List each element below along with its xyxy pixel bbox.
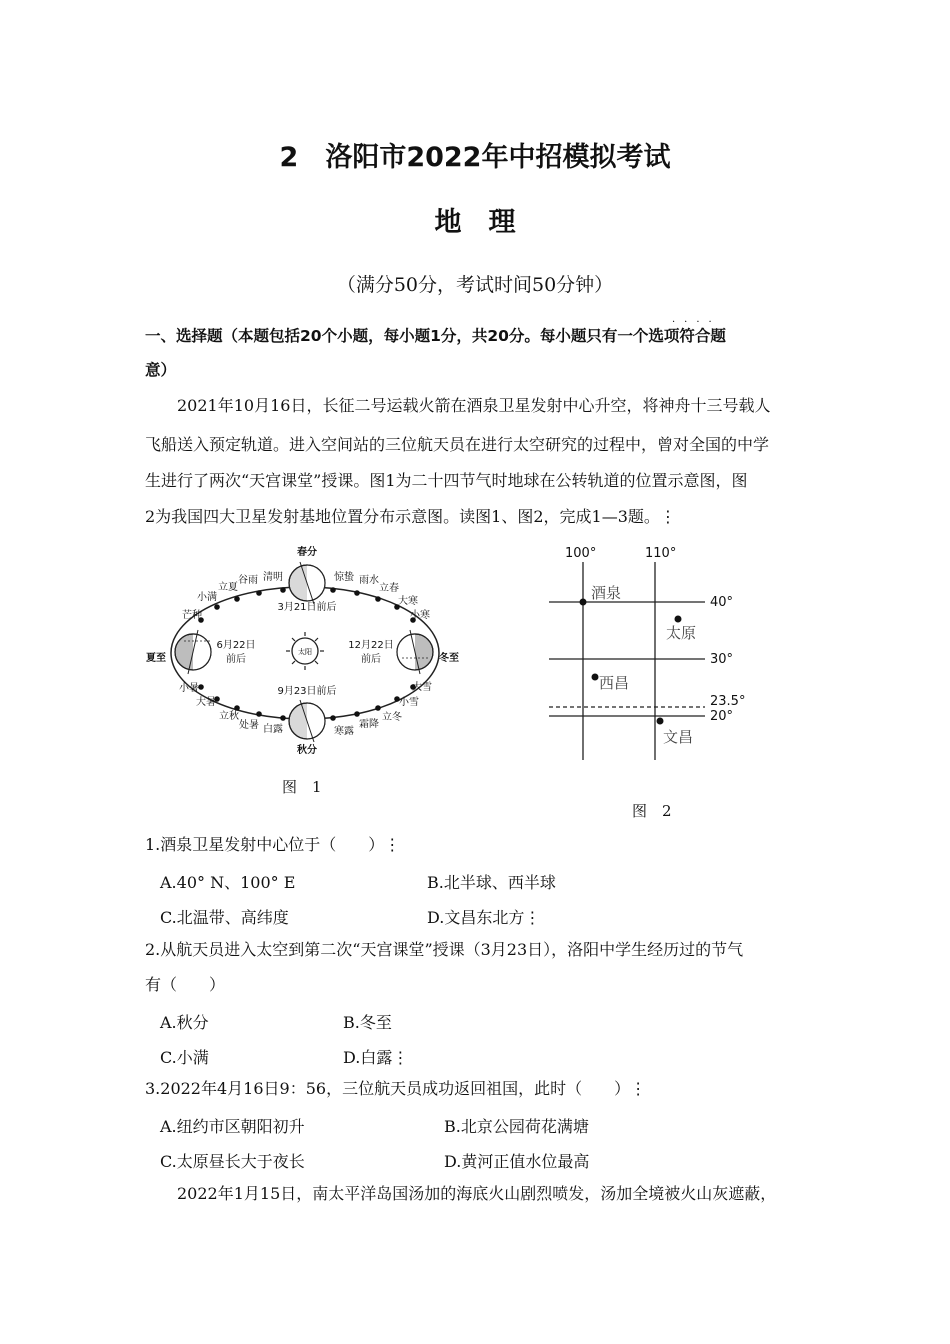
- question-1-stem: 1.酒泉卫星发射中心位于（ ）⋮: [145, 835, 401, 854]
- term-label: 小满: [197, 592, 217, 603]
- term-label: 霜降: [359, 719, 379, 730]
- place-label: 太原: [666, 624, 697, 642]
- summer-label: 夏至: [146, 653, 166, 664]
- term-label: 立春: [379, 583, 399, 594]
- term-label: 立秋: [219, 711, 239, 722]
- term-label: 立夏: [218, 582, 238, 593]
- term-label: 大雪: [412, 682, 432, 693]
- question-2-stem-cont: 有（ ）: [145, 975, 226, 994]
- figure-1-orbit-diagram: [140, 538, 480, 768]
- passage-2-line: 2022年1月15日，南太平洋岛国汤加的海底火山剧烈喷发，汤加全境被火山灰遮蔽，: [177, 1184, 777, 1203]
- winter-date-a: 12月22日: [348, 640, 394, 651]
- lat-label: 40°: [710, 595, 734, 610]
- term-label: 雨水: [359, 575, 379, 586]
- figure-2-caption: 图 2: [632, 802, 672, 820]
- lat-label: 20°: [710, 709, 734, 724]
- lat-label: 23.5°: [710, 694, 746, 709]
- term-label: 惊蛰: [334, 572, 354, 583]
- taiyuan-dot: [675, 616, 682, 623]
- q2-option-d: D.白露⋮: [343, 1048, 409, 1067]
- term-label: 大暑: [196, 697, 216, 708]
- wenchang-dot: [657, 718, 664, 725]
- winter-date-b: 前后: [361, 654, 381, 665]
- section-heading: 一、选择题（本题包括20个小题，每小题1分，共20分。每小题只有一个选项符合题: [145, 327, 726, 345]
- term-label: 小寒: [410, 610, 430, 621]
- autumn-label: 秋分: [297, 745, 317, 756]
- term-label: 清明: [263, 572, 283, 583]
- sun-label: 太阳: [298, 648, 312, 656]
- place-label: 文昌: [663, 728, 694, 746]
- q3-option-d: D.黄河正值水位最高: [444, 1152, 590, 1171]
- summer-date-b: 前后: [226, 654, 246, 665]
- q3-option-c: C.太原昼长大于夜长: [160, 1152, 305, 1171]
- q1-option-b: B.北半球、西半球: [427, 873, 556, 892]
- passage-line: 生进行了两次“天宫课堂”授课。图1为二十四节气时地球在公转轨道的位置示意图，图: [145, 471, 748, 490]
- term-label: 白露: [263, 724, 283, 735]
- q2-option-b: B.冬至: [343, 1013, 392, 1032]
- q1-option-d: D.文昌东北方⋮: [427, 908, 541, 927]
- place-label: 酒泉: [591, 584, 622, 602]
- q1-option-a: A.40° N、100° E: [160, 873, 296, 892]
- figure-1-caption: 图 1: [282, 778, 322, 796]
- winter-label: 冬至: [439, 653, 459, 664]
- earth-spring: [289, 562, 325, 604]
- term-label: 大寒: [398, 596, 418, 607]
- earth-autumn: [289, 700, 325, 742]
- question-2-stem: 2.从航天员进入太空到第二次“天宫课堂”授课（3月23日），洛阳中学生经历过的节气: [145, 940, 744, 959]
- term-label: 立冬: [382, 712, 402, 723]
- lat-label: 30°: [710, 652, 734, 667]
- spring-date: 3月21日前后: [277, 602, 337, 613]
- passage-line: 飞船送入预定轨道。进入空间站的三位航天员在进行太空研究的过程中，曾对全国的中学: [145, 435, 770, 454]
- xichang-dot: [592, 674, 599, 681]
- emphasis-dots: ····: [672, 317, 721, 328]
- passage-line: 2021年10月16日，长征二号运载火箭在酒泉卫星发射中心升空，将神舟十三号载人: [177, 396, 771, 415]
- term-label: 处暑: [239, 720, 259, 731]
- q1-option-c: C.北温带、高纬度: [160, 908, 289, 927]
- exam-title: 2 洛阳市2022年中招模拟考试: [279, 142, 671, 173]
- term-label: 谷雨: [238, 575, 258, 586]
- q2-option-c: C.小满: [160, 1048, 209, 1067]
- spring-label: 春分: [297, 547, 317, 558]
- term-label: 寒露: [334, 726, 354, 737]
- subject-title: 地 理: [434, 207, 516, 238]
- term-label: 芒种: [182, 610, 202, 621]
- lon-label: 100°: [565, 546, 597, 561]
- q3-option-b: B.北京公园荷花满塘: [444, 1117, 589, 1136]
- earth-summer: [175, 630, 211, 674]
- figure-2-map: [545, 540, 775, 765]
- question-3-stem: 3.2022年4月16日9：56，三位航天员成功返回祖国，此时（ ）⋮: [145, 1079, 647, 1098]
- section-heading-cont: 意）: [145, 361, 177, 379]
- summer-date-a: 6月22日: [216, 640, 256, 651]
- place-label: 西昌: [599, 674, 630, 692]
- jiuquan-dot: [580, 599, 587, 606]
- exam-note: （满分50分，考试时间50分钟）: [336, 274, 614, 296]
- sun-icon: [286, 632, 324, 670]
- earth-winter: [397, 630, 433, 674]
- lon-label: 110°: [645, 546, 677, 561]
- term-label: 小雪: [399, 697, 419, 708]
- q3-option-a: A.纽约市区朝阳初升: [160, 1117, 305, 1136]
- passage-line: 2为我国四大卫星发射基地位置分布示意图。读图1、图2，完成1—3题。⋮: [145, 507, 676, 526]
- autumn-date: 9月23日前后: [277, 686, 337, 697]
- term-label: 小暑: [179, 683, 199, 694]
- q2-option-a: A.秋分: [160, 1013, 209, 1032]
